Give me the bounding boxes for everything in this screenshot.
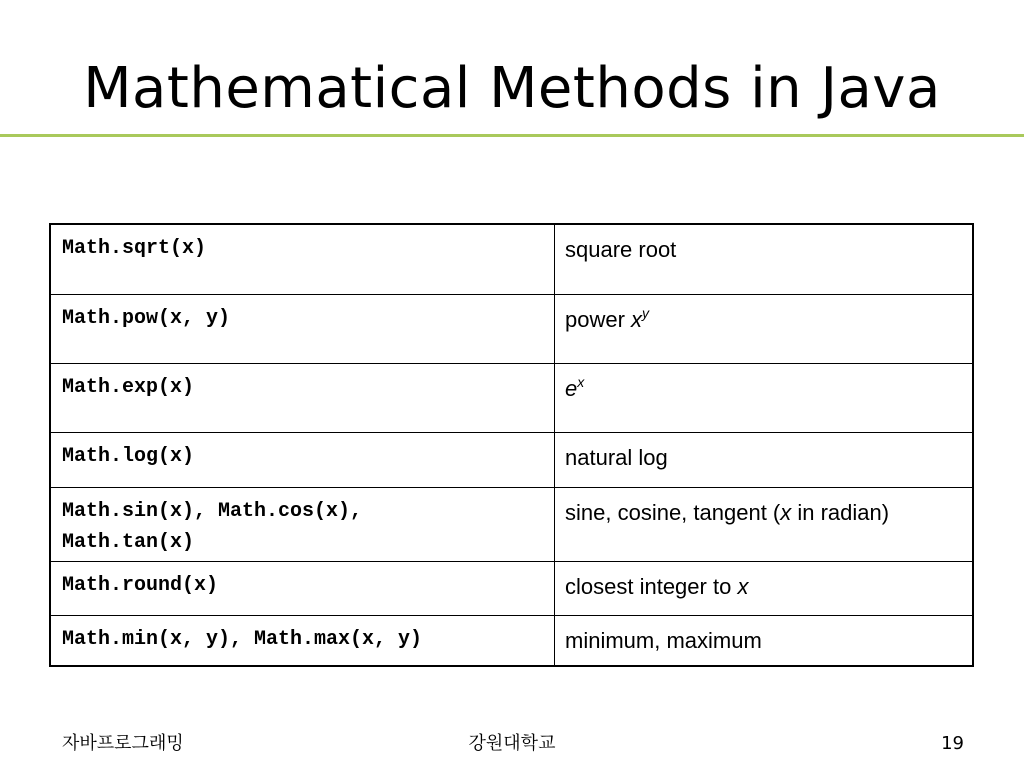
method-cell: Math.round(x): [50, 562, 555, 616]
math-methods-table: [49, 223, 974, 667]
method-cell: Math.min(x, y), Math.max(x, y): [50, 616, 555, 667]
table-row: [50, 433, 973, 488]
base-variable: e: [565, 376, 578, 401]
base-variable: x: [631, 307, 643, 332]
method-cell: Math.sqrt(x): [50, 224, 555, 295]
page-number: 19: [941, 733, 964, 754]
description-cell: [555, 562, 974, 616]
description-cell: [555, 295, 974, 364]
method-cell: Math.exp(x): [50, 364, 555, 433]
method-cell: Math.pow(x, y): [50, 295, 555, 364]
description-cell: square root: [555, 224, 974, 295]
title-divider: [0, 134, 1024, 137]
variable: x: [737, 574, 749, 599]
method-cell: Math.log(x): [50, 433, 555, 488]
variable: x: [780, 500, 792, 525]
description-text: in radian): [791, 500, 890, 525]
description-cell: minimum, maximum: [555, 616, 974, 667]
description-cell: [555, 488, 974, 562]
exponent-variable: y: [642, 305, 650, 321]
table-row: [50, 224, 973, 295]
description-cell: natural log: [555, 433, 974, 488]
description-text: power: [565, 307, 632, 332]
method-line: Math.tan(x): [62, 531, 195, 554]
method-line: Math.sin(x), Math.cos(x),: [62, 500, 363, 523]
table-row: [50, 364, 973, 433]
table-row: [50, 295, 973, 364]
table-row: [50, 488, 973, 562]
description-text: closest integer to: [565, 574, 738, 599]
table-row: [50, 562, 973, 616]
slide-title: Mathematical Methods in Java: [83, 56, 941, 121]
table-row: [50, 616, 973, 667]
exponent-variable: x: [577, 374, 585, 390]
method-cell: [50, 488, 555, 562]
description-cell: [555, 364, 974, 433]
footer-course-name: 자바프로그래밍: [62, 733, 184, 754]
description-text: sine, cosine, tangent (: [565, 500, 781, 525]
footer-university: 강원대학교: [468, 733, 556, 754]
